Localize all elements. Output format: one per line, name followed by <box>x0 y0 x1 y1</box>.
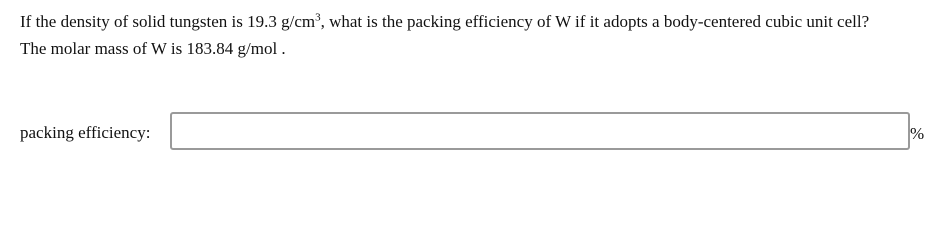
packing-efficiency-label: packing efficiency: <box>20 123 151 142</box>
question-line-2: The molar mass of W is 183.84 g/mol . <box>20 39 286 58</box>
question-line-1 <box>20 8 930 35</box>
question-line-1-rest: , what is the packing efficiency of W if it adopts a body-centered cubic unit cell? <box>320 12 870 31</box>
packing-efficiency-input[interactable] <box>170 112 910 150</box>
question-line-1-main: If the density of solid tungsten is 19.3 g/cm <box>20 12 316 31</box>
question-text <box>20 8 930 62</box>
percent-unit-label: % <box>910 124 925 143</box>
answer-row <box>20 112 930 154</box>
cubed-superscript: 3 <box>315 11 321 24</box>
